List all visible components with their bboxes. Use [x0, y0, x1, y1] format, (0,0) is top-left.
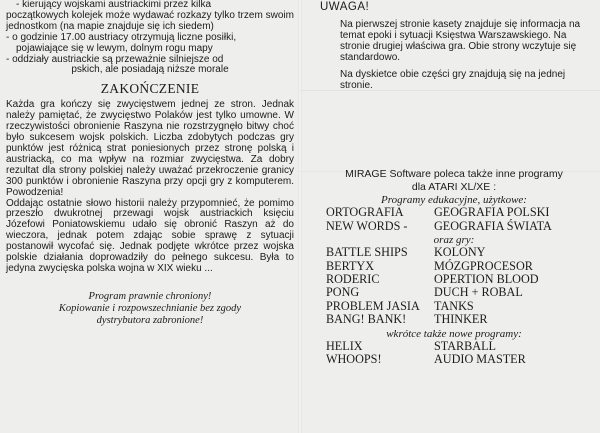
category-games: oraz gry: [433, 234, 475, 247]
game-title: DUCH + ROBAL [434, 285, 523, 300]
program-title: HELIX [326, 338, 363, 353]
games-list [326, 246, 596, 326]
game-title: BATTLE SHIPS [326, 245, 408, 260]
copyright-line-2: Kopiowanie i rozpowszechnianie bez zgody [58, 302, 242, 314]
copyright-line-1: Program prawnie chroniony! [88, 290, 212, 302]
ending-paragraph: Każda gra kończy się zwycięstwem jednej ze stron. Jednak należy pamiętać, że zwycięstwo Polaków jest tylko umowne. W rzeczywistości obronienie Raszyna nie rozstrzygnęło bitwy choć było sukcesem wojsk polskich. Liczba zdobytych podczas gry punktów jest różnicą strat poniesionych przez stronę polską i austriacką, co ma wpływ na rozmiar zwycięstwa. Za dobry rezultat dla strony polskiej należy uważać przekroczenie granicy 300 punktów i obronienie Raszyna przy opcji gry z komputerem. Powodzenia! [6, 99, 294, 198]
game-title: OPERTION BLOOD [434, 272, 539, 287]
game-title: PONG [326, 285, 360, 300]
program-title: NEW WORDS - [326, 218, 408, 233]
program-title: STARBALL [434, 338, 496, 353]
program-title: WHOOPS! [326, 352, 382, 367]
program-title: ORTOGRAFIA [326, 205, 404, 220]
bullet-1-rest: początkowych kolejek może wydawać rozkazy tylko trzem swoim jednostkom (na mapie znajduje się ich siedem) [6, 9, 294, 32]
category-new-programs: wkrótce także nowe programy: [386, 327, 522, 340]
game-title: BERTYX [326, 258, 375, 273]
category-educational: Programy edukacyjne, użytkowe: [381, 194, 527, 207]
game-title: MÓZGPROCESOR [434, 258, 533, 273]
program-title: GEOGRAFIA ŚWIATA [434, 218, 552, 233]
bullet-1-first: - kierujący wojskami austriackimi przez kilka [16, 0, 212, 10]
copyright-line-3: dystrybutora zabronione! [96, 314, 204, 326]
program-title: AUDIO MASTER [434, 352, 526, 367]
mirage-promo [312, 168, 596, 193]
bullet-3 [6, 55, 294, 77]
notice-paragraph-2: Na dyskietce obie części gry znajdują się na jednej stronie. [340, 68, 566, 91]
game-title: BANG! BANK! [326, 312, 407, 327]
section-heading: ZAKOŃCZENIE [100, 81, 200, 97]
new-programs-list [326, 340, 596, 367]
bullet-2 [6, 33, 294, 55]
right-page [304, 0, 600, 367]
bullet-1 [6, 0, 294, 33]
bullet-2-rest: pojawiające się w lewym, dolnym rogu mapy [16, 42, 213, 54]
notice-title: UWAGA! [320, 1, 370, 13]
game-title: KOLONY [434, 245, 486, 260]
history-paragraph: Oddając ostatnie słowo historii należy przypomnieć, że pomimo przeszło dwukrotnej przewagi wojsk austriackich księciu Józefowi Poniatowskiemu udało się obronić Raszyn aż do wieczora, jednak potem zdając sobie sprawę z sytuacji postanowił wycofać się. Jednak podjęte wkrótce przez wojska polskie działania doprowadziły do pełnego sukcesu. Była to jedyna zwycięska polska wojna w XIX wieku ... [6, 197, 294, 274]
game-title: RODERIC [326, 272, 380, 287]
bullet-3-rest: pskich, ale posiadają niższe morale [71, 64, 229, 76]
mirage-line-1: MIRAGE Software poleca także inne programy [345, 168, 563, 181]
copyright-note [6, 291, 294, 327]
bullet-3-first: - oddziały austriackie są przeważnie silniejsze od [6, 53, 224, 65]
notice-paragraph-1: Na pierwszej stronie kasety znajduje się informacja na temat epoki i sytuacji Księstwa Warszawskiego. Na stronie drugiej właściwa gra. Obie strony wczytuje się standardowo. [340, 19, 581, 63]
mirage-line-2: dla ATARI XL/XE : [411, 180, 497, 193]
bullet-2-first: - o godzinie 17.00 austriacy otrzymują liczne posiłki, [6, 31, 237, 43]
game-title: PROBLEM JASIA [326, 298, 420, 313]
program-title: GEOGRAFIA POLSKI [434, 205, 550, 220]
game-title: TANKS [434, 298, 474, 313]
game-title: THINKER [434, 312, 488, 327]
educational-list [326, 206, 596, 233]
left-page [0, 0, 300, 327]
